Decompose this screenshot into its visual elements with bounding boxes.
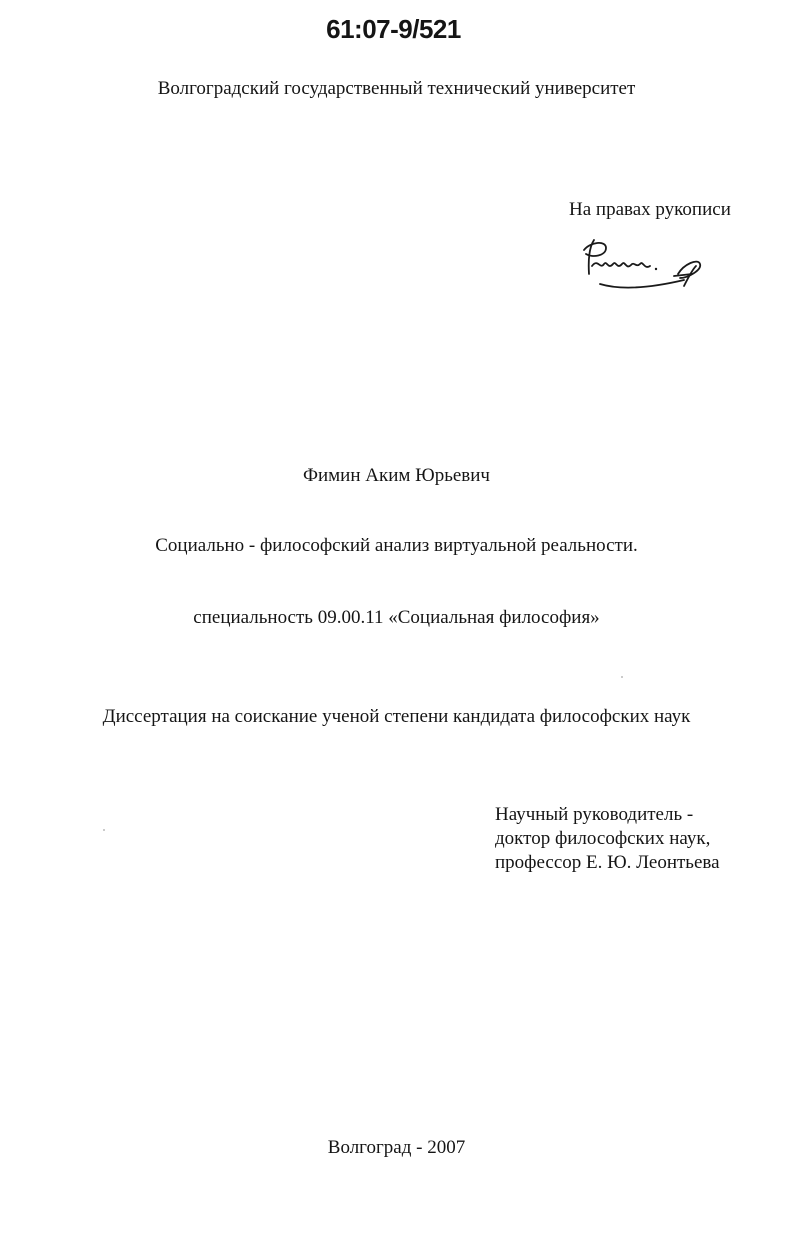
degree-statement: Диссертация на соискание ученой степени кандидата философских наук: [102, 706, 691, 727]
scan-speck: [103, 829, 105, 831]
supervisor-line-2: доктор философских наук,: [495, 828, 711, 849]
signature-icon: [580, 234, 710, 300]
catalog-code: [0, 14, 793, 45]
author-name: Фимин Аким Юрьевич: [302, 465, 490, 486]
catalog-code-text: 61:07-9/521: [326, 14, 461, 44]
manuscript-note: На правах рукописи: [569, 199, 731, 220]
city-year: Волгоград - 2007: [327, 1137, 466, 1158]
specialty: специальность 09.00.11 «Социальная философия»: [193, 607, 600, 628]
dissertation-title: Социально - философский анализ виртуальной реальности.: [155, 535, 638, 556]
university-name: Волгоградский государственный технический университет: [157, 78, 636, 99]
scan-speck: [621, 676, 623, 678]
supervisor-block: [495, 803, 720, 875]
supervisor-line-1: Научный руководитель -: [495, 804, 694, 825]
supervisor-line-3: профессор Е. Ю. Леонтьева: [495, 852, 720, 873]
